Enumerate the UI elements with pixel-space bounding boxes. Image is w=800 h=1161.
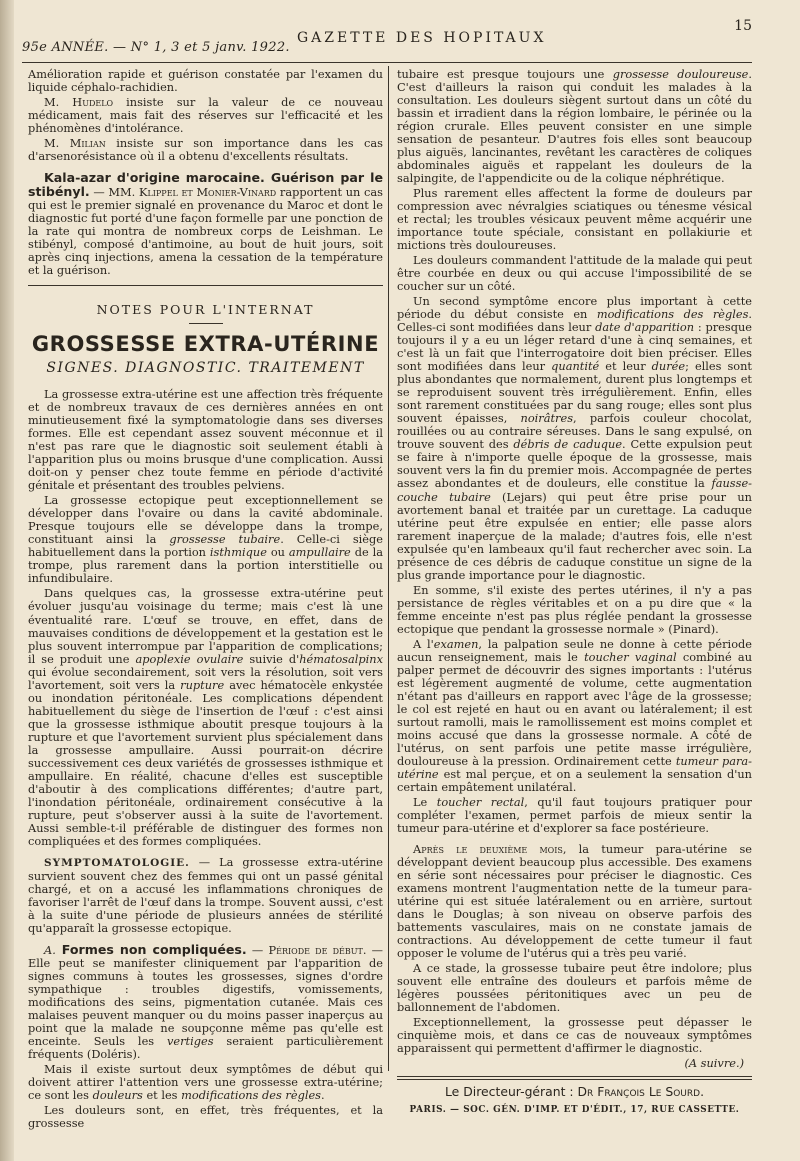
paragraph-text: insiste sur la valeur de ce nouveau médicament, mais fait des réserves sur l'efficacité et les phénomènes d'intolérance. bbox=[28, 95, 384, 136]
italic-term: examen bbox=[433, 636, 479, 651]
italic-term: grossesse tubaire bbox=[169, 532, 281, 547]
paragraph bbox=[28, 587, 383, 847]
footer-rule bbox=[397, 1076, 752, 1077]
paragraph bbox=[28, 494, 383, 585]
column-divider bbox=[388, 66, 389, 1071]
paragraph bbox=[397, 843, 752, 960]
italic-term: toucher rectal bbox=[436, 794, 525, 809]
text: la tumeur para-utérine se développant devient beaucoup plus accessible. Des examens en série sont nécessaires pour préciser le diagnostic. Ces examens montrent l'augmentation nette de la tumeur para-utérine qui est située latéralement ou en arrière, surtout dans le Douglas; à son niveau on observe parfois des battements vasculaires, mais on ne constate jamais de contractions. Au développement de cette tumeur il faut opposer le volume de l'utérus qui a très peu varié. bbox=[397, 841, 753, 961]
italic-term: quantité bbox=[551, 359, 600, 374]
paragraph: Les douleurs sont, en effet, très fréquentes, et la grossesse bbox=[28, 1103, 383, 1131]
text: , qu'il faut toujours pratiquer pour compléter l'examen, permet parfois de mieux sentir la tumeur para-utérine et d'explorer sa face postérieure. bbox=[397, 794, 752, 835]
text: et les bbox=[142, 1088, 182, 1103]
text: tubaire est presque toujours une bbox=[397, 67, 613, 81]
paragraph: En somme, s'il existe des pertes utérines, il n'y a pas persistance de règles véritables et on a pu dire que « la femme enceinte n'est pas plus réglée pendant la grossesse ectopique que pendant la grossesse normale » (Pinard). bbox=[397, 582, 752, 636]
text: et leur bbox=[599, 359, 652, 374]
sub-heading: Après le deuxième mois, bbox=[413, 841, 567, 856]
text: . Cette expulsion peut se faire à n'importe quelle époque de la grossesse, mais souvent vers la fin du premier mois. Accompagnée de pertes assez abondantes et de douleurs, elle constitue la bbox=[397, 437, 753, 491]
paragraph: A ce stade, la grossesse tubaire peut être indolore; plus souvent elle entraîne des douleurs et parfois même de légères poussées péritonitiques avec un peu de ballonnement de l'abdomen. bbox=[397, 961, 752, 1015]
to-be-continued: (A suivre.) bbox=[684, 1056, 744, 1071]
paragraph-text: rapportent un cas qui est le premier signalé en provenance du Maroc et dont le diagnostic fut porté d'une façon formelle par une ponction de la rate qui montra de nombreux corps de Leishman. Le stibényl, composé d'antimoine, au bout de huit jours, soit après cinq injections, amena la cessation de la température et la guérison. bbox=[28, 185, 383, 278]
speaker-names: — MM. Klippel et Monier-Vinard bbox=[89, 185, 277, 200]
section-letter: A. bbox=[44, 942, 56, 957]
italic-term: grossesse douloureuse bbox=[612, 67, 749, 81]
paragraph bbox=[28, 943, 383, 1061]
text: . bbox=[321, 1088, 325, 1103]
article-subtitle: SIGNES. DIAGNOSTIC. TRAITEMENT bbox=[46, 360, 365, 377]
director-label: Le Directeur-gérant : bbox=[444, 1084, 578, 1100]
paragraph: Les douleurs commandent l'attitude de la malade qui peut être courbée en deux ou qui accuse l'impossibilité de se coucher sur un côté. bbox=[397, 253, 752, 294]
kala-azar-paragraph bbox=[28, 171, 383, 277]
article-title: GROSSESSE EXTRA-UTÉRINE bbox=[31, 332, 380, 357]
right-column bbox=[397, 68, 752, 1115]
text: seraient particulièrement fréquents (Doléris). bbox=[28, 1033, 383, 1061]
gazette-title: GAZETTE DES HOPITAUX bbox=[297, 30, 547, 46]
page-number: 15 bbox=[734, 18, 752, 34]
director-line bbox=[397, 1084, 752, 1099]
text: ou bbox=[266, 545, 289, 560]
text: La grossesse ectopique peut exceptionnellement se développer dans l'ovaire ou dans la cavité abdominale. Presque toujours elle se développe dans la trompe, constituant ainsi la bbox=[28, 493, 383, 547]
notes-heading: NOTES POUR L'INTERNAT bbox=[96, 302, 315, 318]
paragraph: Amélioration rapide et guérison constatée par l'examen du liquide céphalo-rachidien. bbox=[28, 67, 383, 95]
director-name: Dr François Le Sourd. bbox=[577, 1084, 705, 1100]
paragraph bbox=[28, 856, 383, 935]
italic-term: débris de caduque bbox=[513, 437, 623, 452]
footer-rule bbox=[397, 1079, 752, 1080]
text: (Lejars) qui peut être prise pour un avortement banal et traitée par un curettage. La caduque utérine peut être expulsée en entier; elle passe alors rarement inaperçue de la malade; d'autres fois, elle n'est expulsée qu'en lambeaux qu'il faut rechercher avec soin. La présence de ces débris de caduque constitue un signe de la plus grande importance pour le diagnostic. bbox=[397, 489, 752, 582]
text: combiné au palper permet de découvrir des signes importants : l'utérus est légèrement augmenté de volume, cette augmentation n'étant pas d'ailleurs en rapport avec l'âge de la grossesse; le col est rejeté en haut ou en avant ou latéralement; il est surtout ramolli, mais le ramollissement est moins complet et moins accusé que dans la grossesse normale. A côté de l'utérus, on sent parfois une petite masse irrégulière, douloureuse à la pression. Ordinairement cette bbox=[397, 649, 752, 768]
speaker-name: M. Milian bbox=[44, 136, 106, 151]
italic-term: vertiges bbox=[167, 1033, 214, 1048]
italic-term: isthmique bbox=[209, 545, 267, 560]
italic-term: date d'apparition bbox=[595, 320, 695, 335]
speaker-name: M. Hudelo bbox=[44, 95, 114, 110]
issue-line: 95e ANNÉE. — N° 1, 3 et 5 janv. 1922. bbox=[22, 40, 290, 55]
paragraph bbox=[28, 137, 383, 163]
text: A l' bbox=[413, 636, 434, 651]
italic-term: durée bbox=[651, 359, 686, 374]
italic-term: noirâtres bbox=[520, 411, 574, 426]
text: avec hématocèle enkystée ou inondation péritonéale. Les complications dépendent habituellement du siège de l'insertion de l'œuf : c'est ainsi que la grossesse isthmique aboutit presque toujours à la rupture et que l'avortement survient plus spécialement dans la grossesse ampullaire. Aussi pourrait-on décrire successivement ces deux variétés de grossesses isthmique et ampullaire. En réalité, chacune d'elles est susceptible d'aboutir à des complications différentes; d'autre part, l'inondation péritonéale, ordinairement consécutive à la rupture, peut s'observer aussi à la suite de l'avortement. Aussi semble-t-il préférable de distinguer des formes non compliquées et des formes compliquées. bbox=[28, 677, 383, 848]
section-heading-symptomatologie: SYMPTOMATOLOGIE. bbox=[44, 856, 190, 869]
italic-term: ampullaire bbox=[288, 545, 351, 560]
text: — La grossesse extra-utérine survient souvent chez des femmes qui ont un passé génital chargé, et on a accusé les inflammations chroniques de favoriser l'arrêt de l'œuf dans la trompe. Souvent aussi, c'est à la suite d'une période de plusieurs années de stérilité qu'apparaît la grossesse ectopique. bbox=[28, 854, 383, 935]
left-column bbox=[28, 68, 383, 1132]
section-rule bbox=[28, 285, 383, 286]
text: qui évolue secondairement, soit vers la résolution, soit vers l'avortement, soit vers la bbox=[28, 664, 383, 692]
paragraph bbox=[397, 295, 752, 581]
text: Un second symptôme encore plus important à cette période du début consiste en bbox=[397, 294, 752, 322]
italic-term: rupture bbox=[180, 677, 225, 692]
paragraph: La grossesse extra-utérine est une affection très fréquente et de nombreux travaux de ces dernières années en ont minutieusement fixé la symptomatologie dans ses diverses formes. Elle est cependant assez souvent méconnue et il n'est pas rare que le diagnostic soit seulement établi à l'apparition plus ou moins brusque d'une complication. Aussi doit-on y penser chez toute femme en période d'activité génitale et présentant des troubles pelviens. bbox=[28, 387, 383, 493]
text: , la palpation seule ne donne à cette période aucun renseignement, mais le bbox=[397, 636, 752, 664]
italic-term: apoplexie ovulaire bbox=[135, 651, 244, 666]
paragraph bbox=[28, 1063, 383, 1102]
text: — Elle peut se manifester cliniquement par l'apparition de signes communs à toutes les grossesses, signes d'ordre sympathique : troubles digestifs, vomissements, modifications des seins, pigmentation cutanée. Mais ces malaises peuvent manquer ou du moins passer inaperçus au point que la malade ne soupçonne même pas qu'elle est enceinte. Seuls les bbox=[28, 942, 384, 1048]
italic-term: tumeur para-utérine bbox=[397, 753, 752, 781]
text: . C'est d'ailleurs la raison qui conduit les malades à la consultation. Les douleurs siègent surtout dans un côté du bassin et irradient dans la région lombaire, le périnée ou la région crurale. Elles peuvent consister en une simple sensation de pesanteur. D'autres fois elles sont beaucoup plus aiguës, lancinantes, revêtant les caractères de coliques abdominales aiguës et rappelant les douleurs de la salpingite, de l'appendicite ou de la colique néphrétique. bbox=[397, 67, 752, 186]
text: : presque toujours il y a eu un léger retard d'une à cinq semaines, et c'est là un fait que l'interrogatoire doit bien préciser. Elles sont modifiées dans leur bbox=[397, 320, 752, 374]
text: est mal perçue, et on a seulement la sensation d'un certain empâtement unilatéral. bbox=[397, 766, 752, 794]
section-heading-formes: Formes non compliquées. bbox=[55, 941, 247, 957]
text: de la trompe, plus rarement dans la portion interstitielle ou infundibulaire. bbox=[28, 545, 383, 586]
italic-term: douleurs bbox=[92, 1088, 143, 1103]
italic-term: hématosalpinx bbox=[299, 651, 383, 666]
paragraph bbox=[397, 68, 752, 185]
paragraph: Exceptionnellement, la grossesse peut dépasser le cinquième mois, et dans ce cas de nouveaux symptômes apparaissent qui permettent d'affirmer le diagnostic. bbox=[397, 1015, 752, 1056]
paragraph-text: insiste sur son importance dans les cas d'arsenorésistance où il a obtenu d'excellents résultats. bbox=[28, 136, 383, 164]
paragraph bbox=[397, 796, 752, 835]
text: . Celles-ci sont modifiées dans leur bbox=[397, 307, 753, 335]
text: Mais il existe surtout deux symptômes de début qui doivent attirer l'attention vers une grossesse extra-utérine; ce sont les bbox=[28, 1062, 383, 1103]
italic-term: toucher vaginal bbox=[584, 649, 677, 664]
sub-heading: — Période de début. bbox=[246, 942, 367, 957]
text: suivie d' bbox=[243, 651, 300, 666]
paragraph bbox=[397, 638, 752, 794]
page-binding-shadow bbox=[0, 0, 14, 1161]
italic-term: modifications des règles bbox=[181, 1088, 321, 1103]
kala-azar-heading: Kala-azar d'origine marocaine. Guérison par le stibényl. bbox=[28, 170, 383, 200]
text: . Celle-ci siège habituellement dans la portion bbox=[28, 532, 383, 560]
printer-line: PARIS. — SOC. GÉN. D'IMP. ET D'ÉDIT., 17, RUE CASSETTE. bbox=[409, 1105, 740, 1116]
text: Dans quelques cas, la grossesse extra-utérine peut évoluer jusqu'au voisinage du terme; mais c'est là une éventualité rare. L'œuf se trouve, en effet, dans de mauvaises conditions de développement et la gestation est le plus souvent interrompue par l'apparition de complications; il se produit une bbox=[28, 586, 383, 666]
italic-term: fausse-couche tubaire bbox=[397, 476, 752, 504]
page-header bbox=[22, 18, 752, 54]
paragraph: Plus rarement elles affectent la forme de douleurs par compression avec névralgies sciatiques ou ténesme vésical et rectal; les troubles vésicaux peuvent même acquérir une importance toute spéciale, consistant en pollakiurie et mictions très douloureuses. bbox=[397, 186, 752, 253]
paragraph bbox=[28, 96, 383, 135]
text: ; elles sont plus abondantes que normalement, durent plus longtemps et se reproduisent souvent très irrégulièrement. Enfin, elles sont rarement constituées par du sang rouge; elles sont plus souvent épaisses, bbox=[397, 359, 752, 426]
header-rule bbox=[22, 62, 752, 63]
text: , parfois couleur chocolat, rouillées ou au contraire séreuses. Dans le sang expulsé, on trouve souvent des bbox=[397, 411, 752, 452]
italic-term: modifications des règles bbox=[596, 307, 749, 322]
text: Le bbox=[413, 794, 437, 809]
short-rule bbox=[189, 323, 223, 324]
